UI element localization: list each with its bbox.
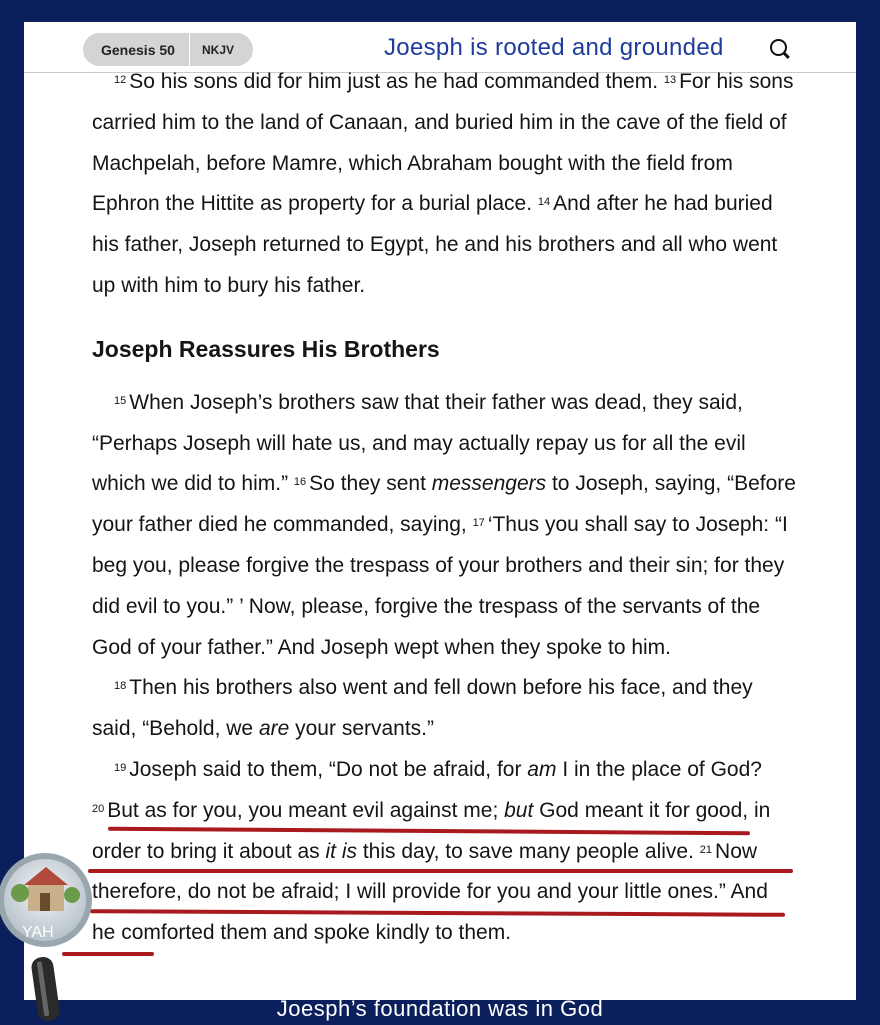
verse-text: I in the place of God? [556, 757, 762, 781]
verse-text: this day, to save many people alive. [356, 839, 700, 863]
magnifier-label: YAH [22, 924, 54, 941]
scripture-text [92, 62, 797, 954]
verse-text: And after he had buried his father, Joseph returned to Egypt, he and his brothers and all who went up with him to bury his father. [92, 192, 778, 297]
verse-number: 18 [114, 680, 127, 693]
verse-number: 12 [114, 74, 127, 86]
underline-annotation [88, 869, 793, 873]
italic-word: it is [325, 839, 357, 863]
verse-text: God meant it for good, in order to bring it about as [92, 798, 771, 863]
verse-number: 17 [472, 517, 485, 530]
italic-word: but [504, 798, 534, 822]
italic-word: am [527, 757, 557, 781]
footer-caption: Joesph’s foundation was in God [276, 996, 604, 1021]
verse-number: 16 [293, 476, 307, 489]
headline-caption: Joesph is rooted and grounded [384, 34, 724, 61]
verse-text: Joseph said to them, “Do not be afraid, for [129, 757, 528, 781]
paragraph-verses-15-17 [92, 383, 797, 669]
verse-number: 15 [114, 394, 127, 407]
section-heading: Joseph Reassures His Brothers [92, 335, 440, 362]
book-chapter-button[interactable]: Genesis 50 [101, 41, 175, 58]
verse-text: So they sent [309, 472, 432, 496]
verse-text: ‘Thus you shall say to Joseph: “I beg you, please forgive the trespass of your brothers and their sin; for they did evil to you.” ’ Now, please, forgive the trespass of the servants of the God of your father.” And Joseph wept when they spoke to him. [92, 513, 788, 659]
verse-number: 19 [114, 761, 127, 774]
verse-text: your servants.” [289, 717, 435, 741]
verse-text: So his sons did for him just as he had commanded them. [129, 70, 664, 93]
italic-word: messengers [431, 472, 547, 496]
verse-number: 13 [663, 74, 677, 86]
verse-text: Then his brothers also went and fell down before his face, and they said, “Behold, we [92, 676, 753, 741]
italic-word: are [258, 717, 290, 741]
verse-text: But as for you, you meant evil against me; [107, 798, 505, 822]
verse-number: 14 [537, 196, 551, 209]
verse-number: 21 [699, 843, 713, 856]
verse-text: When Joseph’s brothers saw that their father was dead, they said, “Perhaps Joseph will hate us, and may actually repay us for all the evil which we did to him.” [92, 390, 746, 496]
verse-text: For his sons carried him to the land of Canaan, and buried him in the cave of the field of Machpelah, before Mamre, which Abraham bought with the field from Ephron the Hittite as property for a burial place. [92, 70, 794, 216]
search-icon[interactable] [770, 39, 787, 56]
verse-text: Now therefore, do not be afraid; I will provide for you and your little ones.” And he comforted them and spoke kindly to them. [92, 839, 768, 945]
paragraph-verses-19-21 [92, 750, 797, 954]
paragraph-verse-18 [92, 668, 797, 750]
verse-text: to Joseph, saying, “Before your father died he commanded, saying, [92, 472, 796, 537]
version-button[interactable]: NKJV [202, 42, 235, 57]
paragraph-verses-12-14 [92, 62, 797, 307]
app-frame [24, 22, 856, 1000]
verse-number: 20 [92, 802, 105, 815]
